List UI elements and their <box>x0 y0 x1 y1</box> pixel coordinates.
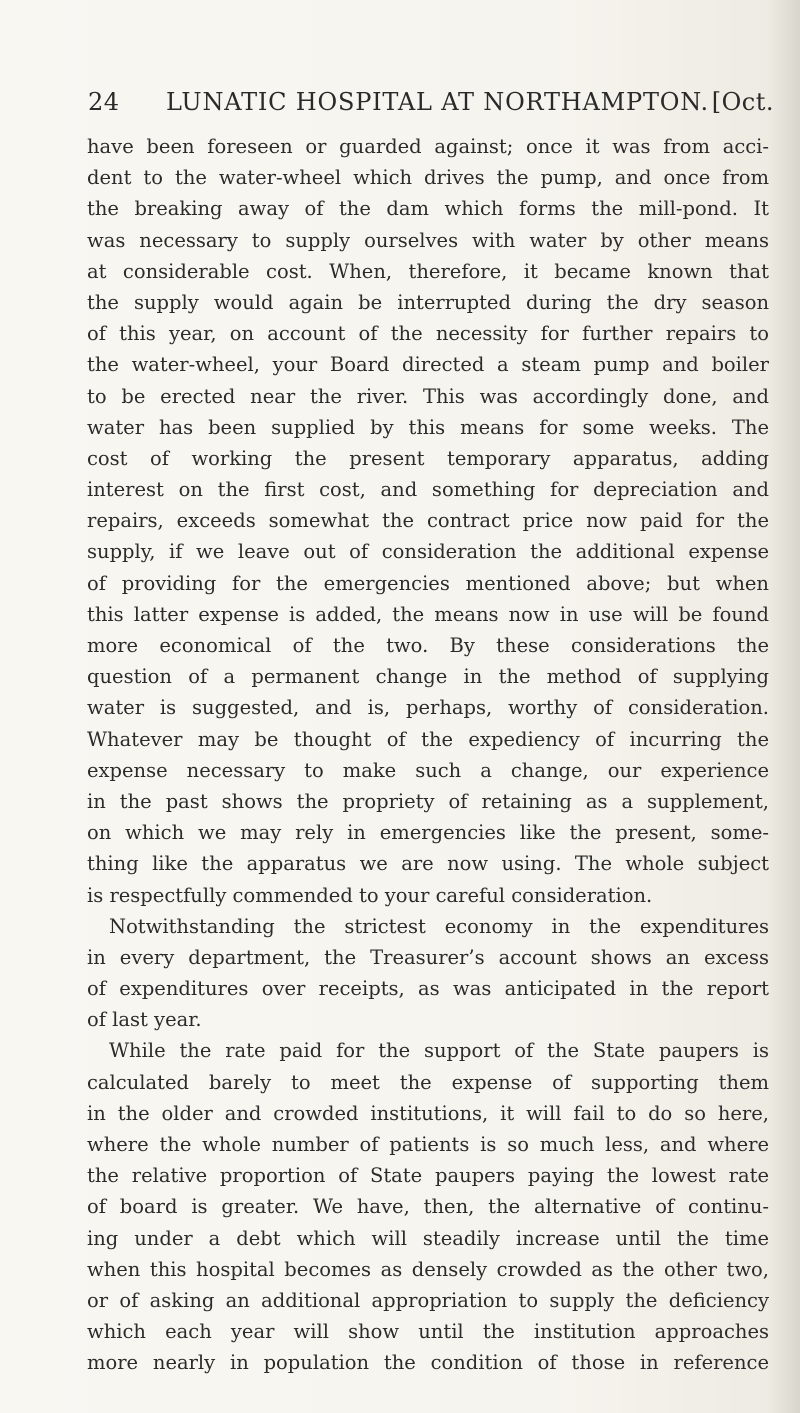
text-line: more nearly in population the condition of those in reference <box>87 1351 769 1375</box>
text-line: to be erected near the river. This was accordingly done, and <box>87 384 769 408</box>
text-line: the breaking away of the dam which forms the mill-pond. It <box>87 197 769 221</box>
text-line: in every department, the Treasurer’s account shows an excess <box>87 945 769 969</box>
running-title: LUNATIC HOSPITAL AT NORTHAMPTON. <box>166 88 709 116</box>
text-line: this latter expense is added, the means now in use will be found <box>87 602 769 626</box>
text-line: where the whole number of patients is so much less, and where <box>87 1133 769 1156</box>
page-number: 24 <box>88 88 120 116</box>
text-line: or of asking an additional appropriation to supply the deficiency <box>87 1288 769 1312</box>
text-line: repairs, exceeds somewhat the contract price now paid for the <box>87 509 769 533</box>
text-line: the water-wheel, your Board directed a steam pump and boiler <box>87 353 769 377</box>
text-line: is respectfully commended to your careful consideration. <box>87 883 653 907</box>
text-line: of last year. <box>87 1008 202 1032</box>
text-line: on which we may rely in emergencies like the present, some- <box>87 821 769 845</box>
text-line: thing like the apparatus we are now using. The whole subject <box>87 852 769 876</box>
text-line: which each year will show until the institution approaches <box>87 1320 769 1344</box>
text-line: interest on the first cost, and something for depreciation and <box>87 478 769 502</box>
text-line: when this hospital becomes as densely crowded as the other two, <box>87 1257 769 1281</box>
text-line: was necessary to supply ourselves with water by other means <box>87 228 769 252</box>
text-line: expense necessary to make such a change, our experience <box>87 758 769 782</box>
text-line: dent to the water-wheel which drives the pump, and once from <box>87 166 769 190</box>
text-line: the supply would again be interrupted during the dry season <box>87 290 769 314</box>
text-line: in the past shows the propriety of retaining as a supplement, <box>87 789 769 813</box>
text-line: at considerable cost. When, therefore, it became known that <box>87 259 769 283</box>
text-line: ing under a debt which will steadily increase until the time <box>87 1226 769 1250</box>
text-line: more economical of the two. By these considerations the <box>87 634 769 657</box>
text-line: of this year, on account of the necessity for further repairs to <box>87 322 769 346</box>
text-line: water is suggested, and is, perhaps, worthy of consideration. <box>87 696 769 720</box>
text-line: question of a permanent change in the method of supplying <box>87 665 769 689</box>
body-text <box>87 131 769 1379</box>
text-line: water has been supplied by this means for some weeks. The <box>87 415 769 439</box>
text-line: Notwithstanding the strictest economy in the expenditures <box>109 914 769 938</box>
text-line: calculated barely to meet the expense of supporting them <box>87 1070 769 1094</box>
text-line: Whatever may be thought of the expediency of incurring the <box>87 727 769 751</box>
text-line: supply, if we leave out of consideration the additional expense <box>87 540 769 564</box>
text-line: have been foreseen or guarded against; once it was from acci- <box>87 135 769 158</box>
text-line: of board is greater. We have, then, the alternative of continu- <box>87 1195 769 1219</box>
running-header <box>88 88 774 124</box>
text-line: in the older and crowded institutions, it will fail to do so here, <box>87 1101 769 1125</box>
text-line: of expenditures over receipts, as was anticipated in the report <box>87 977 769 1001</box>
text-line: While the rate paid for the support of the State paupers is <box>109 1039 769 1063</box>
text-line: the relative proportion of State paupers paying the lowest rate <box>87 1164 769 1188</box>
running-date: [Oct. <box>711 88 774 116</box>
text-line: cost of working the present temporary apparatus, adding <box>87 446 769 470</box>
text-line: of providing for the emergencies mentioned above; but when <box>87 571 769 595</box>
